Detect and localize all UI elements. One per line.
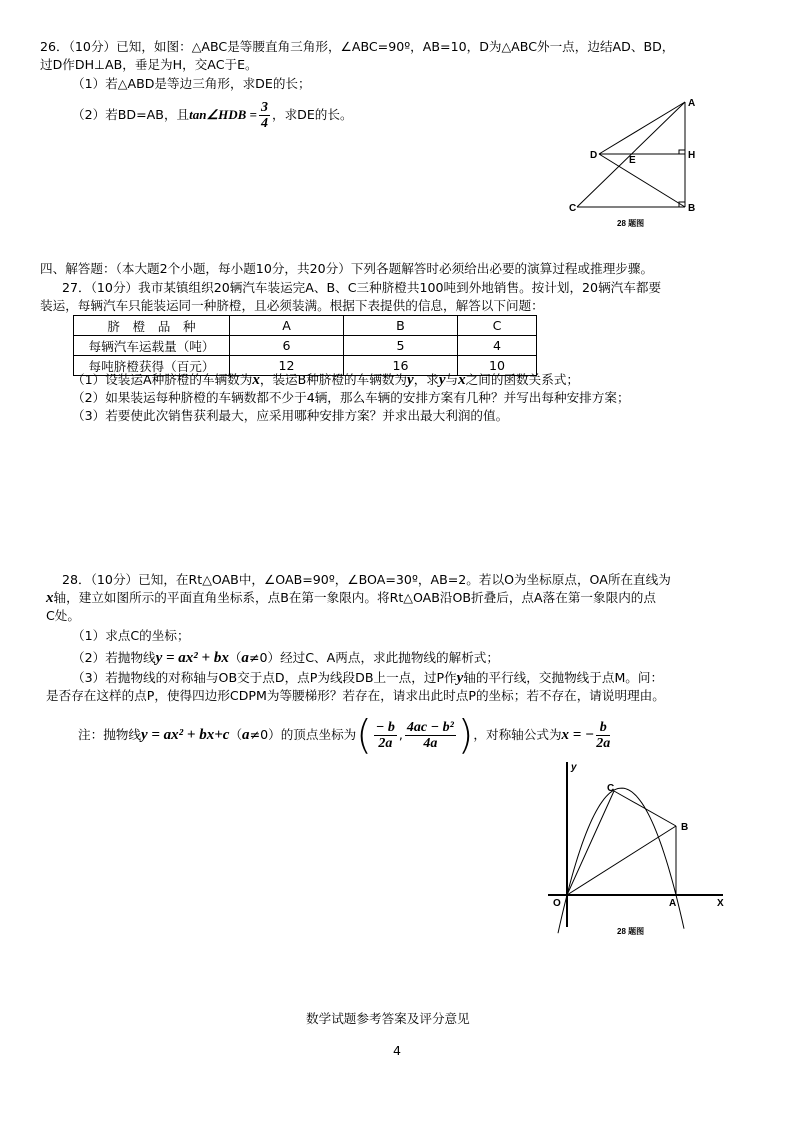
right-angle-h <box>679 150 685 154</box>
footer-title: 数学试题参考答案及评分意见 <box>306 1011 470 1026</box>
q28-part3-line2: 是否存在这样的点P，使得四边形CDPM为等腰梯形？若存在，请求出此时点P的坐标；若不存在，请说明理由。 <box>46 688 665 703</box>
caption: 28 题图 <box>617 927 645 936</box>
figure-28-labels <box>553 762 724 936</box>
figure-26-labels <box>569 98 695 228</box>
label-b: B <box>688 203 696 214</box>
segment-da <box>599 102 685 154</box>
label-a: A <box>669 898 677 909</box>
q28-line2: x轴，建立如图所示的平面直角坐标系，点B在第一象限内。将Rt△OAB沿OB折叠后，点A落在第一象限内的点 <box>46 590 656 606</box>
q28-part2: （2）若抛物线y = ax² + bx（a≠0）经过C、A两点，求此抛物线的解析式； <box>72 650 499 666</box>
q28-note: 注：抛物线y = ax² + bx+c（a≠0）的顶点坐标为( $\frac{- b}{2a}$ , $\frac{\text{4ac − b²}}{4a}$ )，对称轴公式为x = − $\frac{b}{2a}$ <box>78 712 611 759</box>
q28-part1: （1）求点C的坐标； <box>72 628 190 643</box>
fraction: $\frac{3}{4}$ <box>260 100 268 131</box>
label-e: E <box>629 155 636 166</box>
table-row: 每吨脐橙获得（百元） 12 16 10 <box>74 356 537 376</box>
q27-part3: （3）若要使此次销售获利最大，应采用哪种安排方案？并求出最大利润的值。 <box>72 408 509 423</box>
segment-ob <box>567 826 676 895</box>
label-b: B <box>681 822 689 833</box>
label-y: y <box>571 762 577 773</box>
q28-part3: （3）若抛物线的对称轴与OB交于点D，点P为线段DB上一点，过P作y轴的平行线，交抛物线于点M。问： <box>72 670 664 686</box>
page-number: 4 <box>393 1043 402 1058</box>
q28-line1: 28．（10分）已知，在Rt△OAB中，∠OAB=90º，∠BOA=30º，AB=2。若以O为坐标原点，OA所在直线为 <box>62 572 671 587</box>
table-header-row: 脐 橙 品 种 A B C <box>74 316 537 336</box>
q26-line2: 过D作DH⊥AB，垂足为H，交AC于E。 <box>40 57 258 72</box>
q27-line1: 27．（10分）我市某镇组织20辆汽车装运完A、B、C三种脐橙共100吨到外地销售。按计划，20辆汽车都要 <box>62 280 662 295</box>
label-x: X <box>717 898 724 909</box>
q26-part1: （1）若△ABD是等边三角形，求DE的长； <box>72 76 311 91</box>
q26-part2: （2）若BD=AB，且tan∠HDB = $\frac{3}{4}$ ，求DE的长。 <box>72 100 353 131</box>
segment-db <box>599 154 685 207</box>
label-c: C <box>569 203 577 214</box>
label-h: H <box>688 150 696 161</box>
section-heading: 四、解答题：（本大题2个小题，每小题10分，共20分）下列各题解答时必须给出必要的演算过程或推理步骤。 <box>40 261 654 276</box>
label-d: D <box>590 150 598 161</box>
q28-line3: C处。 <box>46 608 80 623</box>
q27-part2: （2）如果装运每种脐橙的车辆数都不少于4辆，那么车辆的安排方案有几种？并写出每种安排方案； <box>72 390 630 405</box>
segment-oc <box>567 791 614 895</box>
table-row: 每辆汽车运载量（吨） 6 5 4 <box>74 336 537 356</box>
figure-28 <box>548 762 723 933</box>
q27-line2: 装运，每辆汽车只能装运同一种脐橙，且必须装满。根据下表提供的信息，解答以下问题： <box>40 298 544 313</box>
label-a: A <box>688 98 696 109</box>
q27-part1: （1）设装运A种脐橙的车辆数为x，装运B种脐橙的车辆数为y，求y与x之间的函数关系式； <box>72 372 579 388</box>
label-o: O <box>553 898 561 909</box>
q26-line1: 26．（10分）已知，如图：△ABC是等腰直角三角形，∠ABC=90º，AB=10，D为△ABC外一点，边结AD、BD， <box>40 39 675 54</box>
orange-table <box>73 315 537 376</box>
label-c: C <box>607 783 615 794</box>
caption: 28 题图 <box>617 219 645 228</box>
